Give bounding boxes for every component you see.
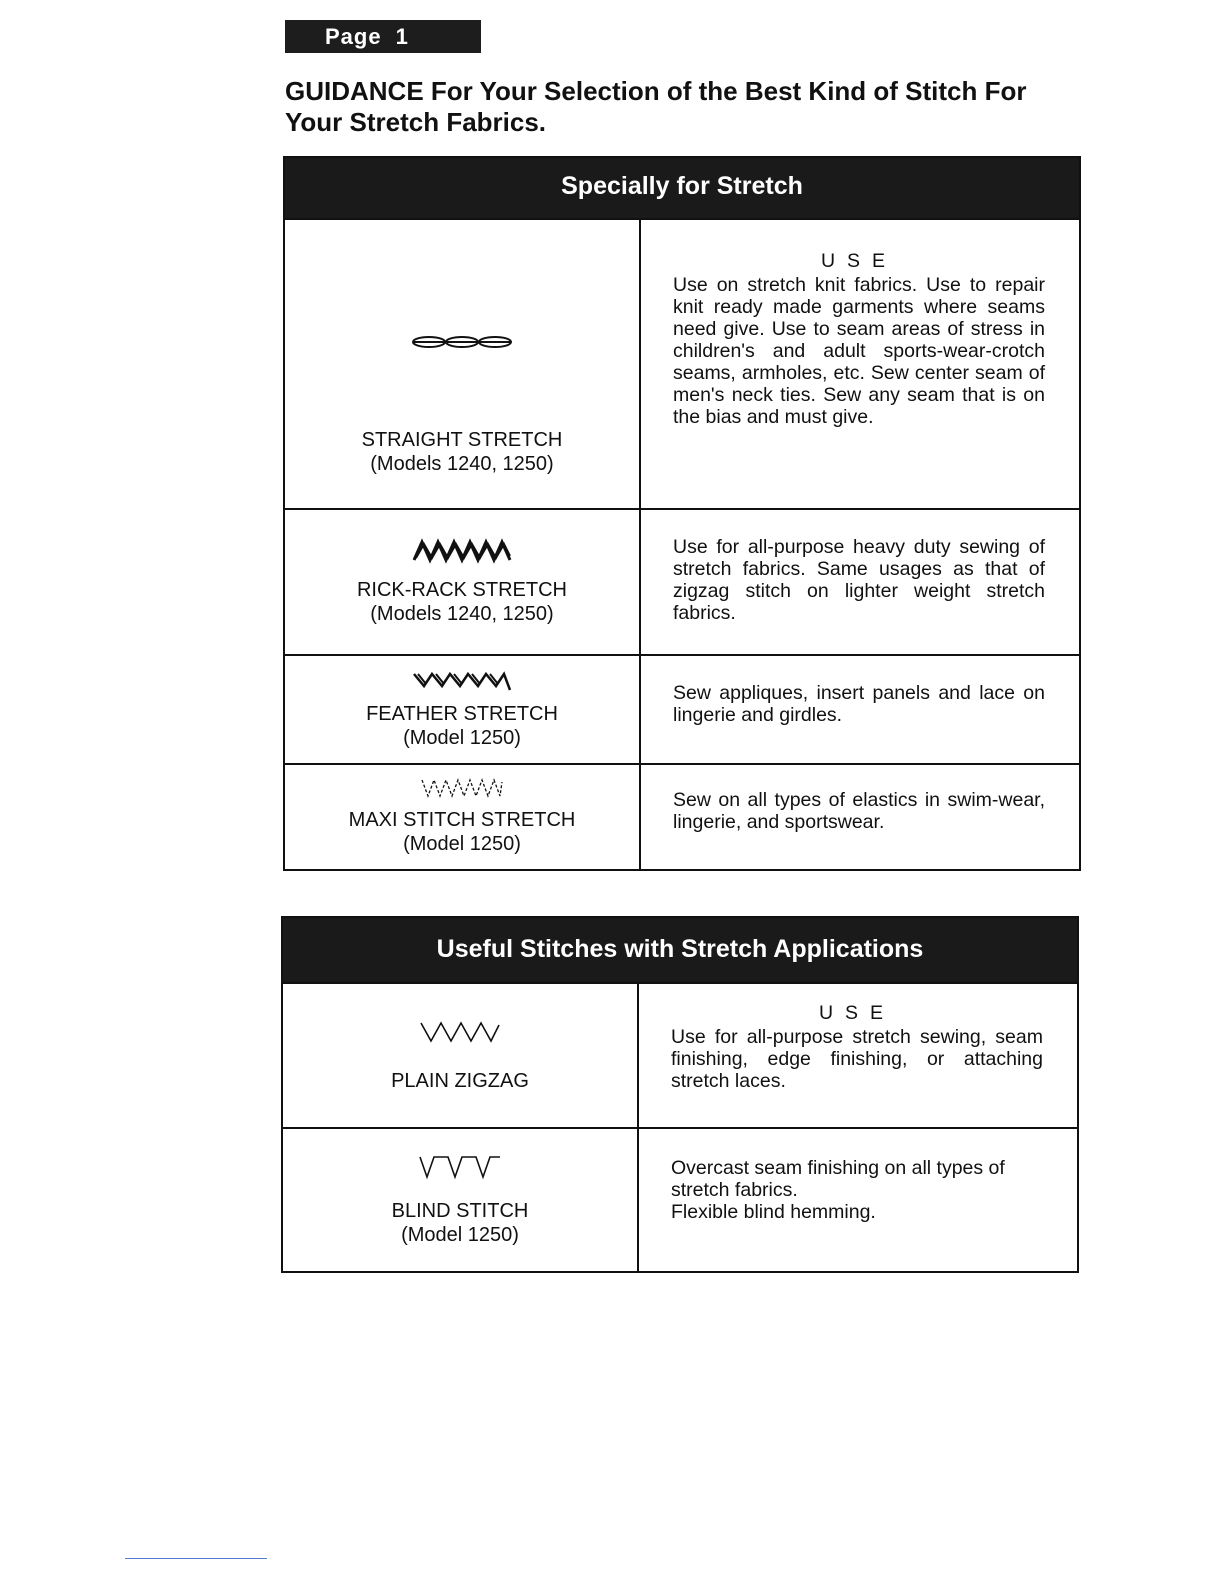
table-row-maxi-stitch-stretch xyxy=(285,763,1079,869)
use-cell xyxy=(639,984,1077,1127)
use-cell xyxy=(641,220,1079,508)
use-text: Use for all-purpose heavy duty sewing of stretch fabrics. Same usages as that of zigzag stitch on lighter weight stretch fabrics. xyxy=(673,536,1045,624)
use-cell xyxy=(639,1129,1077,1271)
stitch-cell xyxy=(285,510,641,654)
stitch-name: MAXI STITCH STRETCH xyxy=(348,809,576,831)
blind-stitch-icon xyxy=(418,1153,502,1181)
stitch-model: (Models 1240, 1250) xyxy=(370,603,554,625)
stitch-cell xyxy=(283,1129,639,1271)
use-text: Use on stretch knit fabrics. Use to repair knit ready made garments where seams need give. Use to seam areas of stress in children's and adult sports-wear-crotch seams, armholes, etc. Sew center seam of men's neck ties. Sew any seam that is on the bias and must give. xyxy=(673,274,1045,428)
stitch-model: (Model 1250) xyxy=(401,1224,519,1246)
zigzag-stitch-icon xyxy=(419,1019,501,1045)
stitch-cell xyxy=(283,984,639,1127)
useful-stitches-table xyxy=(281,916,1079,1273)
stitch-model: (Models 1240, 1250) xyxy=(370,453,554,475)
use-text: Sew appliques, insert panels and lace on lingerie and girdles. xyxy=(673,682,1045,726)
page-word: Page xyxy=(325,24,382,49)
use-label: USE xyxy=(818,1002,896,1024)
stitch-name: BLIND STITCH xyxy=(391,1200,529,1222)
stitch-model: (Model 1250) xyxy=(403,833,521,855)
bottom-rule xyxy=(125,1558,267,1559)
table1-title: Specially for Stretch xyxy=(285,158,1079,218)
table-row-straight-stretch xyxy=(285,218,1079,508)
stitch-name: STRAIGHT STRETCH xyxy=(361,429,563,451)
stitch-name: FEATHER STRETCH xyxy=(366,702,558,725)
table2-title: Useful Stitches with Stretch Applications xyxy=(283,918,1077,982)
page-number-tab xyxy=(285,20,481,53)
use-cell xyxy=(641,656,1079,763)
table-row-rick-rack-stretch xyxy=(285,508,1079,654)
specially-for-stretch-table xyxy=(283,156,1081,871)
table-row-feather-stretch xyxy=(285,654,1079,763)
stitch-cell xyxy=(285,220,641,508)
straight-stretch-stitch-icon xyxy=(412,332,512,352)
use-text: Overcast seam finishing on all types of stretch fabrics. xyxy=(671,1157,1005,1201)
page-heading: GUIDANCE For Your Selection of the Best Kind of Stitch For Your Stretch Fabrics. xyxy=(285,76,1027,137)
use-text: Sew on all types of elastics in swim-wear, lingerie, and sportswear. xyxy=(673,789,1045,833)
use-label: USE xyxy=(820,250,898,272)
use-cell xyxy=(641,765,1079,869)
stitch-cell xyxy=(285,765,641,869)
table-row-plain-zigzag xyxy=(283,982,1077,1127)
use-text: Flexible blind hemming. xyxy=(671,1201,876,1223)
stitch-cell xyxy=(285,656,641,763)
page-number: 1 xyxy=(395,24,409,49)
table-row-blind-stitch xyxy=(283,1127,1077,1271)
use-cell xyxy=(641,510,1079,654)
feather-stitch-icon xyxy=(412,670,512,692)
use-text: Use for all-purpose stretch sewing, seam finishing, edge finishing, or attaching stretch laces. xyxy=(671,1026,1043,1092)
rick-rack-stitch-icon xyxy=(412,538,512,564)
maxi-stitch-icon xyxy=(420,778,504,798)
stitch-name: RICK-RACK STRETCH xyxy=(356,579,567,601)
stitch-name: PLAIN ZIGZAG xyxy=(391,1069,529,1092)
stitch-model: (Model 1250) xyxy=(403,726,521,749)
